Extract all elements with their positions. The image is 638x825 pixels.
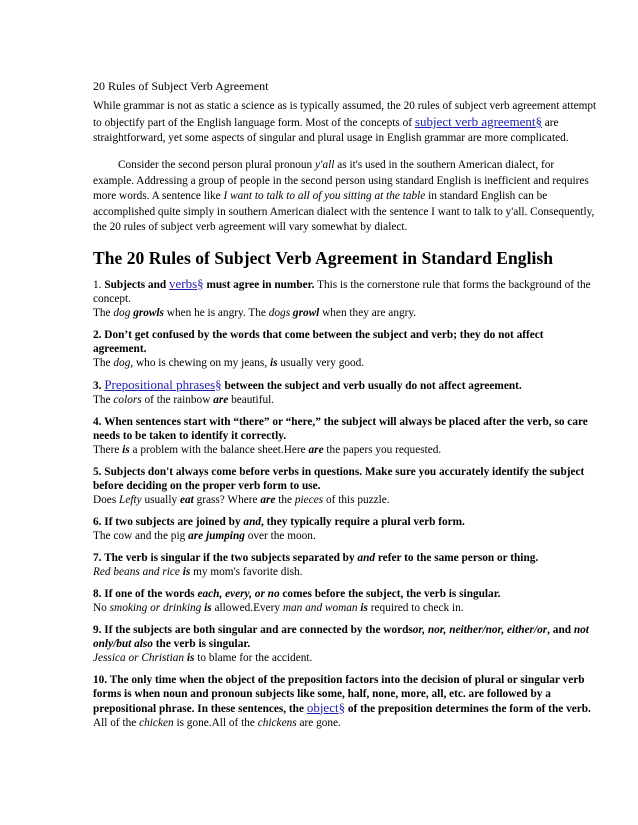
heading-text: 7. The verb is singular if the two subjects separated by [93, 551, 355, 564]
ex-subject: dogs [268, 306, 291, 319]
ex-text: The [93, 356, 111, 369]
indented-text-b: as it's used in the southern American dialect, for example. Addressing a group of people in the second person using standard English is inefficient and requires more words. A sentence like [93, 159, 589, 202]
rule-9 [93, 623, 598, 665]
prepositional-phrases-link-text: Prepositional phrases [104, 376, 216, 392]
heading-emphasis: and [357, 551, 376, 564]
ex-subject: dog [113, 306, 131, 319]
rule-9-example [93, 651, 598, 665]
ex-verb: is [186, 651, 195, 664]
ex-subject: Jessica or Christian [93, 651, 185, 664]
ex-text: the papers you requested. [326, 443, 442, 456]
rule-1 [93, 277, 598, 320]
ex-text: of this puzzle. [325, 493, 390, 506]
rule-6 [93, 515, 598, 543]
rule-1-heading-a: Subjects and [104, 278, 167, 291]
section-mark: § [197, 275, 204, 291]
rule-1-number: 1. [93, 278, 102, 291]
rule-3 [93, 378, 598, 407]
ex-verb: is [204, 601, 212, 614]
ex-text: beautiful. [231, 393, 275, 406]
intro-text-b: are straightforward, yet some aspects of singular and plural usage in English grammar are more complicated. [93, 117, 569, 144]
rule-10-example [93, 716, 598, 730]
ex-text: The [93, 393, 111, 406]
section-mark: § [215, 376, 222, 392]
verbs-link[interactable] [169, 276, 204, 291]
rule-1-heading-b: must agree in number. [206, 278, 315, 291]
heading-text: 8. If one of the words [93, 587, 195, 600]
subject-verb-agreement-link[interactable] [415, 114, 542, 129]
ex-verb: is [182, 565, 191, 578]
ex-subject: chickens [257, 716, 297, 729]
ex-verb: growls [133, 306, 164, 319]
main-heading: The 20 Rules of Subject Verb Agreement in Standard English [93, 247, 554, 268]
rule-5-example [93, 493, 598, 507]
ex-subject: man and woman [282, 601, 358, 614]
ex-subject: Red beans and rice [93, 565, 180, 578]
intro-paragraph [93, 99, 598, 146]
ex-verb: eat [179, 493, 194, 506]
ex-text: of the rainbow [144, 393, 211, 406]
ex-verb: are jumping [188, 529, 245, 542]
ex-text: my mom's favorite dish. [193, 565, 303, 578]
ex-text: usually [144, 493, 178, 506]
rule-9-heading [93, 623, 598, 651]
rule-3-example [93, 393, 598, 407]
ex-text: The [93, 306, 111, 319]
rule-5-heading: 5. Subjects don't always come before verbs in questions. Make sure you accurately identify the subject before deciding on the proper verb form to use. [93, 465, 585, 492]
rule-2 [93, 328, 598, 370]
rule-10-heading [93, 673, 598, 716]
document-title: 20 Rules of Subject Verb Agreement [93, 79, 269, 93]
indented-paragraph [93, 158, 598, 236]
heading-emphasis: not only/but also [93, 623, 589, 650]
rule-3-heading: between the subject and verb usually do not affect agreement. [224, 379, 522, 392]
ex-text: All of the [93, 716, 137, 729]
ex-text: usually very good. [280, 356, 365, 369]
rule-8 [93, 587, 598, 615]
intro-text-a: While grammar is not as static a science as is typically assumed, the 20 rules of subject verb agreement attempt to objectify part of the English language form. Most of the concepts of [93, 100, 597, 129]
ex-text: grass? Where [196, 493, 258, 506]
rule-8-heading [93, 587, 598, 601]
ex-text: allowed.Every [214, 601, 281, 614]
rule-2-heading: 2. Don’t get confused by the words that come between the subject and verb; they do not affect agreement. [93, 328, 544, 355]
object-link[interactable] [307, 700, 345, 715]
ex-verb: are [308, 443, 324, 456]
indented-text-a: Consider the second person plural pronoun [118, 159, 313, 171]
heading-text: , they typically require a plural verb form. [261, 515, 465, 528]
heading-text: 10. The only time when the object of the preposition factors into the decision of plural or singular verb forms is when noun and pronoun subjects like some, half, none, more, all, etc. are followed by a prepositional phrase. In these sentences, the [93, 673, 585, 715]
ex-text: is gone.All of the [176, 716, 255, 729]
ex-text: a problem with the balance sheet.Here [132, 443, 306, 456]
indented-text-c: in standard English can be accomplished quite simply in southern American dialect with the sentence I want to talk to y'all. Consequently, the 20 rules of subject verb agreement will vary somewhat by dialect. [93, 190, 595, 233]
object-link-text: object [306, 699, 339, 715]
ex-subject: dog [113, 356, 131, 369]
heading-text: of the preposition determines the form of the verb. [347, 702, 591, 715]
ex-text: Does [93, 493, 117, 506]
rule-6-heading [93, 515, 598, 529]
rule-4-heading: 4. When sentences start with “there” or “here,” the subject will always be placed after the verb, so care needs to be taken to identify it correctly. [93, 415, 588, 442]
rule-8-example [93, 601, 598, 615]
heading-text: 9. If the subjects are both singular and are connected by the words [93, 623, 413, 636]
ex-verb: are [213, 393, 229, 406]
ex-text: required to check in. [370, 601, 464, 614]
heading-text: refer to the same person or thing. [377, 551, 539, 564]
ex-text: over the moon. [247, 529, 316, 542]
subject-verb-agreement-link-text: subject verb agreement [414, 114, 536, 129]
ex-verb: are [260, 493, 276, 506]
ex-text: to blame for the accident. [197, 651, 313, 664]
section-mark: § [338, 699, 346, 715]
rule-6-example [93, 529, 598, 543]
verbs-link-text: verbs [168, 275, 198, 291]
heading-text: 6. If two subjects are joined by [93, 515, 241, 528]
rule-7 [93, 551, 598, 579]
rule-7-heading [93, 551, 598, 565]
heading-text: , and [547, 623, 572, 636]
rule-7-example [93, 565, 598, 579]
ex-text: when he is angry. The [166, 306, 266, 319]
rule-2-example [93, 356, 598, 370]
heading-emphasis: or, nor, neither/nor, either/or [412, 623, 548, 636]
ex-verb: is [360, 601, 368, 614]
rule-3-number: 3. [93, 379, 102, 392]
prepositional-phrases-link[interactable] [104, 377, 221, 392]
heading-text: comes before the subject, the verb is singular. [282, 587, 501, 600]
ex-subject: pieces [294, 493, 324, 506]
rule-1-description: This is the cornerstone rule that forms the background of the concept. [93, 278, 591, 305]
ex-text: when they are angry. [322, 306, 417, 319]
yall-emphasis: y'all [315, 159, 335, 171]
heading-emphasis: each, every, or no [197, 587, 280, 600]
ex-subject: chicken [139, 716, 174, 729]
ex-verb: is [270, 356, 278, 369]
ex-verb: growl [292, 306, 320, 319]
ex-text: No [93, 601, 107, 614]
ex-verb: is [122, 443, 130, 456]
rule-5 [93, 465, 598, 507]
rule-1-example [93, 306, 598, 320]
example-sentence-emphasis: I want to talk to all of you sitting at the table [223, 190, 426, 202]
ex-text: the [278, 493, 293, 506]
rule-4-example [93, 443, 598, 457]
ex-subject: colors [113, 393, 142, 406]
ex-text: , who is chewing on my jeans, [130, 356, 268, 369]
ex-text: are gone. [299, 716, 341, 729]
rule-10 [93, 673, 598, 730]
heading-emphasis: and [243, 515, 262, 528]
ex-subject: smoking or drinking [109, 601, 202, 614]
rule-4 [93, 415, 598, 457]
ex-subject: Lefty [119, 493, 142, 506]
section-mark: § [535, 114, 542, 129]
ex-text: There [93, 443, 120, 456]
ex-text: The cow and the pig [93, 529, 186, 542]
heading-text: the verb is singular. [155, 637, 251, 650]
